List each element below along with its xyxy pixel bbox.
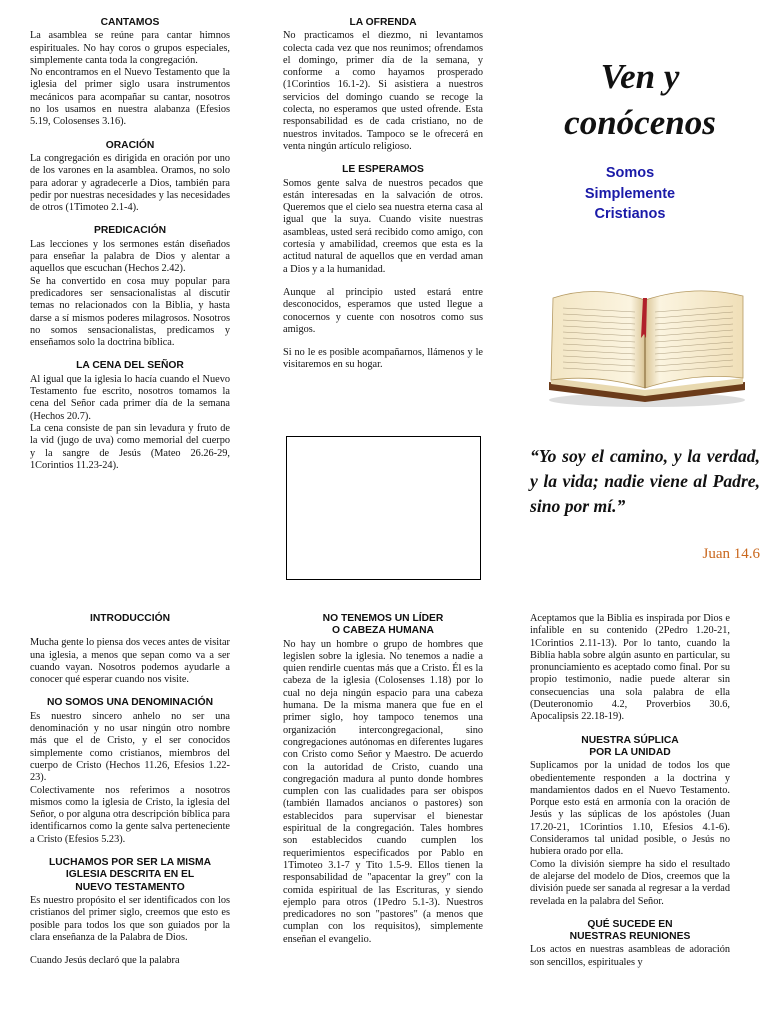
panel-cantamos-column — [30, 17, 230, 472]
panel-lider-column — [283, 613, 483, 946]
paragraph: Somos gente salva de nuestros pecados que están interesadas en la salvación de otros. Queremos que el cielo sea nuestra eterna casa al igual que la suya. Cuando visite nuestras asambleas, usted será recibido como amigo, con cortesía y amabilidad, creemos que esta es la actitud natural de aquellos que en verdad aman a Dios y a la humanidad. — [283, 177, 483, 275]
paragraph: Aunque al principio usted estará entre desconocidos, esperamos que usted llegue a conocernos y cuente con nosotros como sus amigos. — [283, 286, 483, 335]
paragraph: Los actos en nuestras asambleas de adoración son sencillos, espirituales y — [530, 944, 730, 968]
heading-oracion: ORACIÓN — [105, 139, 155, 151]
panel-ofrenda-column — [283, 17, 483, 372]
paragraph: Si no le es posible acompañarnos, llámenos y le visitaremos en su hogar. — [283, 347, 483, 371]
heading-reuniones: QUÉ SUCEDE EN NUESTRAS REUNIONES — [569, 918, 691, 943]
paragraph: Se ha convertido en cosa muy popular para predicadores ser sensacionalistas al discutir temas no relacionados con la Biblia, y hasta darse a sí mismos poderes milagrosos. Nosotros no somos sensacionalistas, predicamos y enseñamos solo la doctrina bíblica. — [30, 275, 230, 349]
paragraph: Mucha gente lo piensa dos veces antes de visitar una iglesia, a menos que sepan como va a ser cuando vayan. Nosotros podemos ayudarle a conocer qué esperar cuando nos visite. — [30, 637, 230, 686]
cover-quote: “Yo soy el camino, y la verdad, y la vida; nadie viene al Padre, sino por mí.” — [530, 446, 760, 516]
paragraph: Al igual que la iglesia lo hacía cuando el Nuevo Testamento fue escrito, nosotros tomamos la cena del Señor cada primer día de la semana (Hechos 20.7). — [30, 373, 230, 422]
heading-introduccion: INTRODUCCIÓN — [89, 613, 171, 624]
heading-denominacion: NO SOMOS UNA DENOMINACIÓN — [46, 697, 214, 709]
paragraph: La cena consiste de pan sin levadura y fruto de la vid (jugo de uva) como memorial del cuerpo y la sangre de Jesús (Mateo 26.26-29, 1Corintios 11.23-24). — [30, 422, 230, 471]
heading-ofrenda: LA OFRENDA — [349, 17, 417, 28]
heading-esperamos: LE ESPERAMOS — [342, 164, 424, 176]
cover-subtitle: Somos Simplemente Cristianos — [584, 165, 676, 222]
open-bible-image — [545, 278, 750, 408]
heading-suplica: NUESTRA SÚPLICA POR LA UNIDAD — [581, 734, 679, 758]
paragraph: Las lecciones y los sermones están diseñados para enseñar la palabra de Dios y alentar a aquellos que escuchan (Hechos 2.42). — [30, 238, 230, 275]
paragraph: Colectivamente nos referimos a nosotros mismos como la iglesia de Cristo, la iglesia del Señor, o por alguna otra descripción bíblica para identificarnos como la gente salva perteneciente a Cristo (Efesios 5.23). — [30, 784, 230, 845]
contact-box — [286, 436, 481, 580]
heading-cantamos: CANTAMOS — [100, 17, 160, 28]
paragraph: Suplicamos por la unidad de todos los que obedientemente responden a la doctrina y mandamientos dados en el Nuevo Testamento. Porque esto está en armonía con la oración de Jesús y las súplicas de los apóstoles (Juan 17.20-21, 1Corintios 1.10, Efesios 4.1-6). Consideramos tal unidad posible, o Jesús no hubiera orado por ella. — [530, 760, 730, 858]
paragraph: No practicamos el diezmo, ni levantamos colecta cada vez que nos reunimos; ofrendamos el domingo, primer día de la semana, y conforme a como hayamos prosperado (1Corintios 16.1-2). Si asistiera a nuestros servicios del domingo cuando se recoge la colecta, no esperamos que usted ofrende. Esta responsabilidad es de cada cristiano, no de nuestros invitados. Tampoco se le ofrecerá en venta ningún artículo religioso. — [283, 30, 483, 152]
panel-biblia-column — [530, 613, 730, 969]
paragraph: Es nuestro propósito el ser identificados con los cristianos del primer siglo, creemos que esto es posible para todos los que son guiados por la clara enseñanza de la Palabra de Dios. — [30, 894, 230, 943]
paragraph: La asamblea se reúne para cantar himnos espirituales. No hay coros o grupos especiales, simplemente canta toda la congregación. — [30, 30, 230, 66]
paragraph: Como la división siempre ha sido el resultado de alejarse del modelo de Dios, creemos que la división puede ser sanada al regresar a la verdad revelada en la palabra del Señor. — [530, 858, 730, 907]
heading-luchamos: LUCHAMOS POR SER LA MISMA IGLESIA DESCRITA EN EL NUEVO TESTAMENTO — [48, 857, 212, 893]
cover-title: Ven y conócenos — [564, 57, 716, 142]
paragraph: Cuando Jesús declaró que la palabra — [30, 955, 180, 967]
heading-predicacion: PREDICACIÓN — [93, 225, 167, 237]
paragraph: No encontramos en el Nuevo Testamento que la iglesia del primer siglo usara instrumentos mecánicos para acompañar su cantar, nosotros no los usamos en nuestra alabanza (Efesios 5.19, Colosenses 3.16). — [30, 67, 230, 128]
cover-quote-reference: Juan 14.6 — [702, 546, 760, 562]
paragraph: Es nuestro sincero anhelo no ser una denominación y no usar ningún otro nombre más que el de Cristo, y el ser conocidos simplemente como cristianos, miembros del cuerpo de Cristo (Hechos 11.26, Efesios 1.22-23). — [30, 710, 230, 784]
paragraph: Aceptamos que la Biblia es inspirada por Dios e infalible en su contenido (2Pedro 1.20-21, 1Corintios 2.11-13). Por lo tanto, cuando la Biblia habla sobre algún asunto en particular, su pronunciamiento es aceptado como final. Por su propio testimonio, nadie puede alterar sin consecuencias una sola palabra de ella (Deuteronomio 4.2, Proverbios 30.6, Apocalipsis 22.18-19). — [530, 613, 730, 723]
heading-cena: LA CENA DEL SEÑOR — [76, 360, 184, 372]
heading-lider: NO TENEMOS UN LÍDER O CABEZA HUMANA — [322, 613, 444, 637]
panel-intro-column — [30, 613, 230, 967]
paragraph: No hay un hombre o grupo de hombres que legislen sobre la iglesia. No tenemos a nadie a quien rendirle cuentas más que a Cristo. Él es la cabeza de la iglesia (Colosenses 1.18) por lo cual no deja ningún espacio para una cabeza humana. De la misma manera que fue en el primer siglo, hoy tampoco tenemos una organización intercongregacional, sino congregaciones autónomas en diferentes lugares con Cristo como Señor y Maestro. De acuerdo con la autoridad de Cristo, cuando una congregación madura al punto donde hombres cumplen con las cualidades para ser obispos (también llamados ancianos o pastores) son establecidos para supervisar el bienestar espiritual de la congregación. Tales hombres son establecidos cuando cumplen los requerimientos especificados por Pablo en 1Timoteo 3.1-7 y Tito 1.5-9. Ellos tienen la responsabilidad de "apacentar la grey" con la comida espiritual de las Escrituras, y siendo ejemplo para otros (1Pedro 5.1-3). Nuestros predicadores no son "pastores" (a menos que cumplan con los requisitos), simplemente enseñan el evangelio. — [283, 638, 483, 945]
paragraph: La congregación es dirigida en oración por uno de los varones en la asamblea. Oramos, no solo para adorar y agradecerle a Dios, también para pedir por nuestras necesidades y las necesidades de otros (1Timoteo 2.1-4). — [30, 152, 230, 214]
